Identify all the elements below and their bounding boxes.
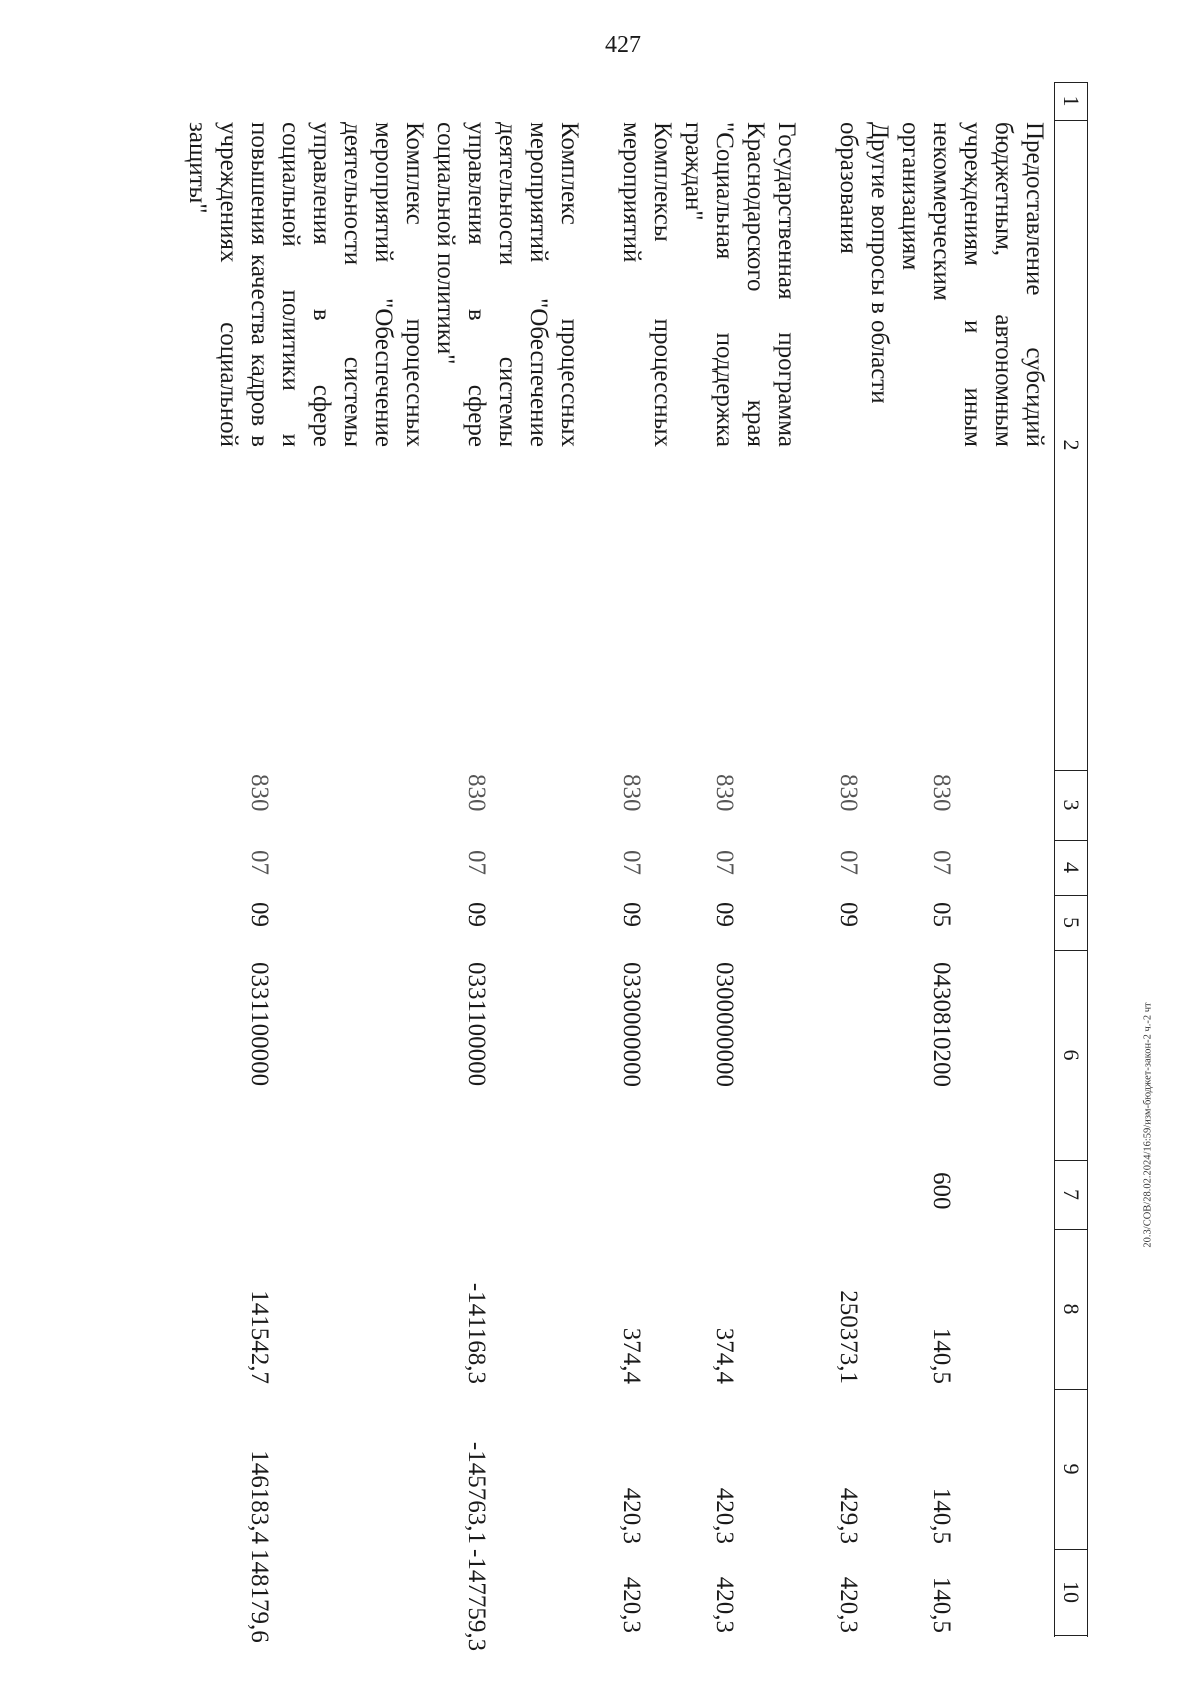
row-2-col-8: 250373,1 — [835, 1290, 862, 1384]
row-6-col-4: 07 — [246, 850, 273, 875]
row-4-description: Комплексы процессных мероприятий — [618, 122, 676, 447]
row-5-description: Комплекс процессных мероприятий "Обеспечение деятельности системы управления в сфере социальной политики" — [432, 122, 583, 447]
row-2-col-4: 07 — [835, 850, 862, 875]
col-divider — [1055, 1635, 1088, 1636]
row-1-col-3: 830 — [928, 774, 955, 812]
row-2-col-5: 09 — [835, 902, 862, 927]
row-3-col-3: 830 — [711, 774, 738, 812]
row-5-col-10: -147759,3 — [463, 1549, 490, 1652]
row-6-col-3: 830 — [246, 774, 273, 812]
header-bottom-border — [1054, 82, 1055, 1637]
header-col-4: 4 — [1059, 862, 1084, 873]
budget-table-rotated — [184, 82, 1088, 1652]
row-5-col-4: 07 — [463, 850, 490, 875]
row-3-col-4: 07 — [711, 850, 738, 875]
table-top-border — [1087, 82, 1088, 1637]
row-5-col-9: -145763,1 — [463, 1441, 490, 1544]
row-2-col-9: 429,3 — [835, 1487, 862, 1544]
row-1-description: Предоставление субсидий бюджетным, автономным учреждениям и иным некоммерческим организациям — [897, 122, 1048, 447]
row-1-col-5: 05 — [928, 902, 955, 927]
row-4-col-10: 420,3 — [618, 1576, 645, 1633]
header-col-3: 3 — [1059, 799, 1084, 811]
row-2-col-10: 420,3 — [835, 1576, 862, 1633]
row-5-col-8: -141168,3 — [463, 1282, 490, 1384]
row-2-description: Другие вопросы в области образования — [835, 122, 893, 404]
row-3-col-5: 09 — [711, 902, 738, 927]
row-1-col-10: 140,5 — [928, 1576, 955, 1633]
row-6-col-10: 148179,6 — [246, 1549, 273, 1643]
row-6-col-9: 146183,4 — [246, 1450, 273, 1544]
footer-code: 20.3/СОВ/28.02.2024/16:59/изм-бюджет-закон-2 ч.-2 чт — [1142, 1002, 1154, 1248]
row-1-col-9: 140,5 — [928, 1487, 955, 1544]
row-4-col-4: 07 — [618, 850, 645, 875]
row-5-col-3: 830 — [463, 774, 490, 812]
row-3-col-10: 420,3 — [711, 1576, 738, 1633]
row-6-description: Комплекс процессных мероприятий "Обеспечение деятельности системы управления в сфере социальной политики и повышения качества кадров в учреждениях социальной защиты" — [184, 122, 428, 447]
row-4-col-6: 0330000000 — [618, 962, 645, 1087]
row-3-description: Государственная программа Краснодарского края "Социальная поддержка граждан" — [680, 122, 800, 447]
header-col-7: 7 — [1059, 1189, 1084, 1200]
header-col-2: 2 — [1059, 439, 1084, 451]
budget-table — [184, 82, 1088, 1652]
row-5-col-5: 09 — [463, 902, 490, 927]
row-4-col-5: 09 — [618, 902, 645, 927]
header-col-10: 10 — [1059, 1581, 1084, 1603]
row-3-col-6: 0300000000 — [711, 962, 738, 1087]
row-6-col-6: 0331100000 — [246, 962, 273, 1087]
header-col-9: 9 — [1059, 1463, 1084, 1475]
row-6-col-8: 141542,7 — [246, 1290, 273, 1384]
page-number: 427 — [605, 32, 641, 58]
row-5-col-6: 0331100000 — [463, 962, 490, 1087]
row-1-col-6: 0430810200 — [928, 962, 955, 1087]
row-4-col-3: 830 — [618, 774, 645, 812]
header-col-5: 5 — [1059, 917, 1084, 928]
row-3-col-9: 420,3 — [711, 1487, 738, 1544]
header-col-1: 1 — [1059, 95, 1084, 107]
row-4-col-9: 420,3 — [618, 1487, 645, 1544]
row-3-col-8: 374,4 — [711, 1327, 738, 1384]
row-4-col-8: 374,4 — [618, 1327, 645, 1384]
row-1-col-7: 600 — [928, 1172, 955, 1210]
row-1-col-8: 140,5 — [928, 1327, 955, 1384]
header-col-6: 6 — [1059, 1049, 1084, 1061]
row-1-col-4: 07 — [928, 850, 955, 875]
header-col-8: 8 — [1059, 1303, 1084, 1315]
row-2-col-3: 830 — [835, 774, 862, 812]
row-6-col-5: 09 — [246, 902, 273, 927]
